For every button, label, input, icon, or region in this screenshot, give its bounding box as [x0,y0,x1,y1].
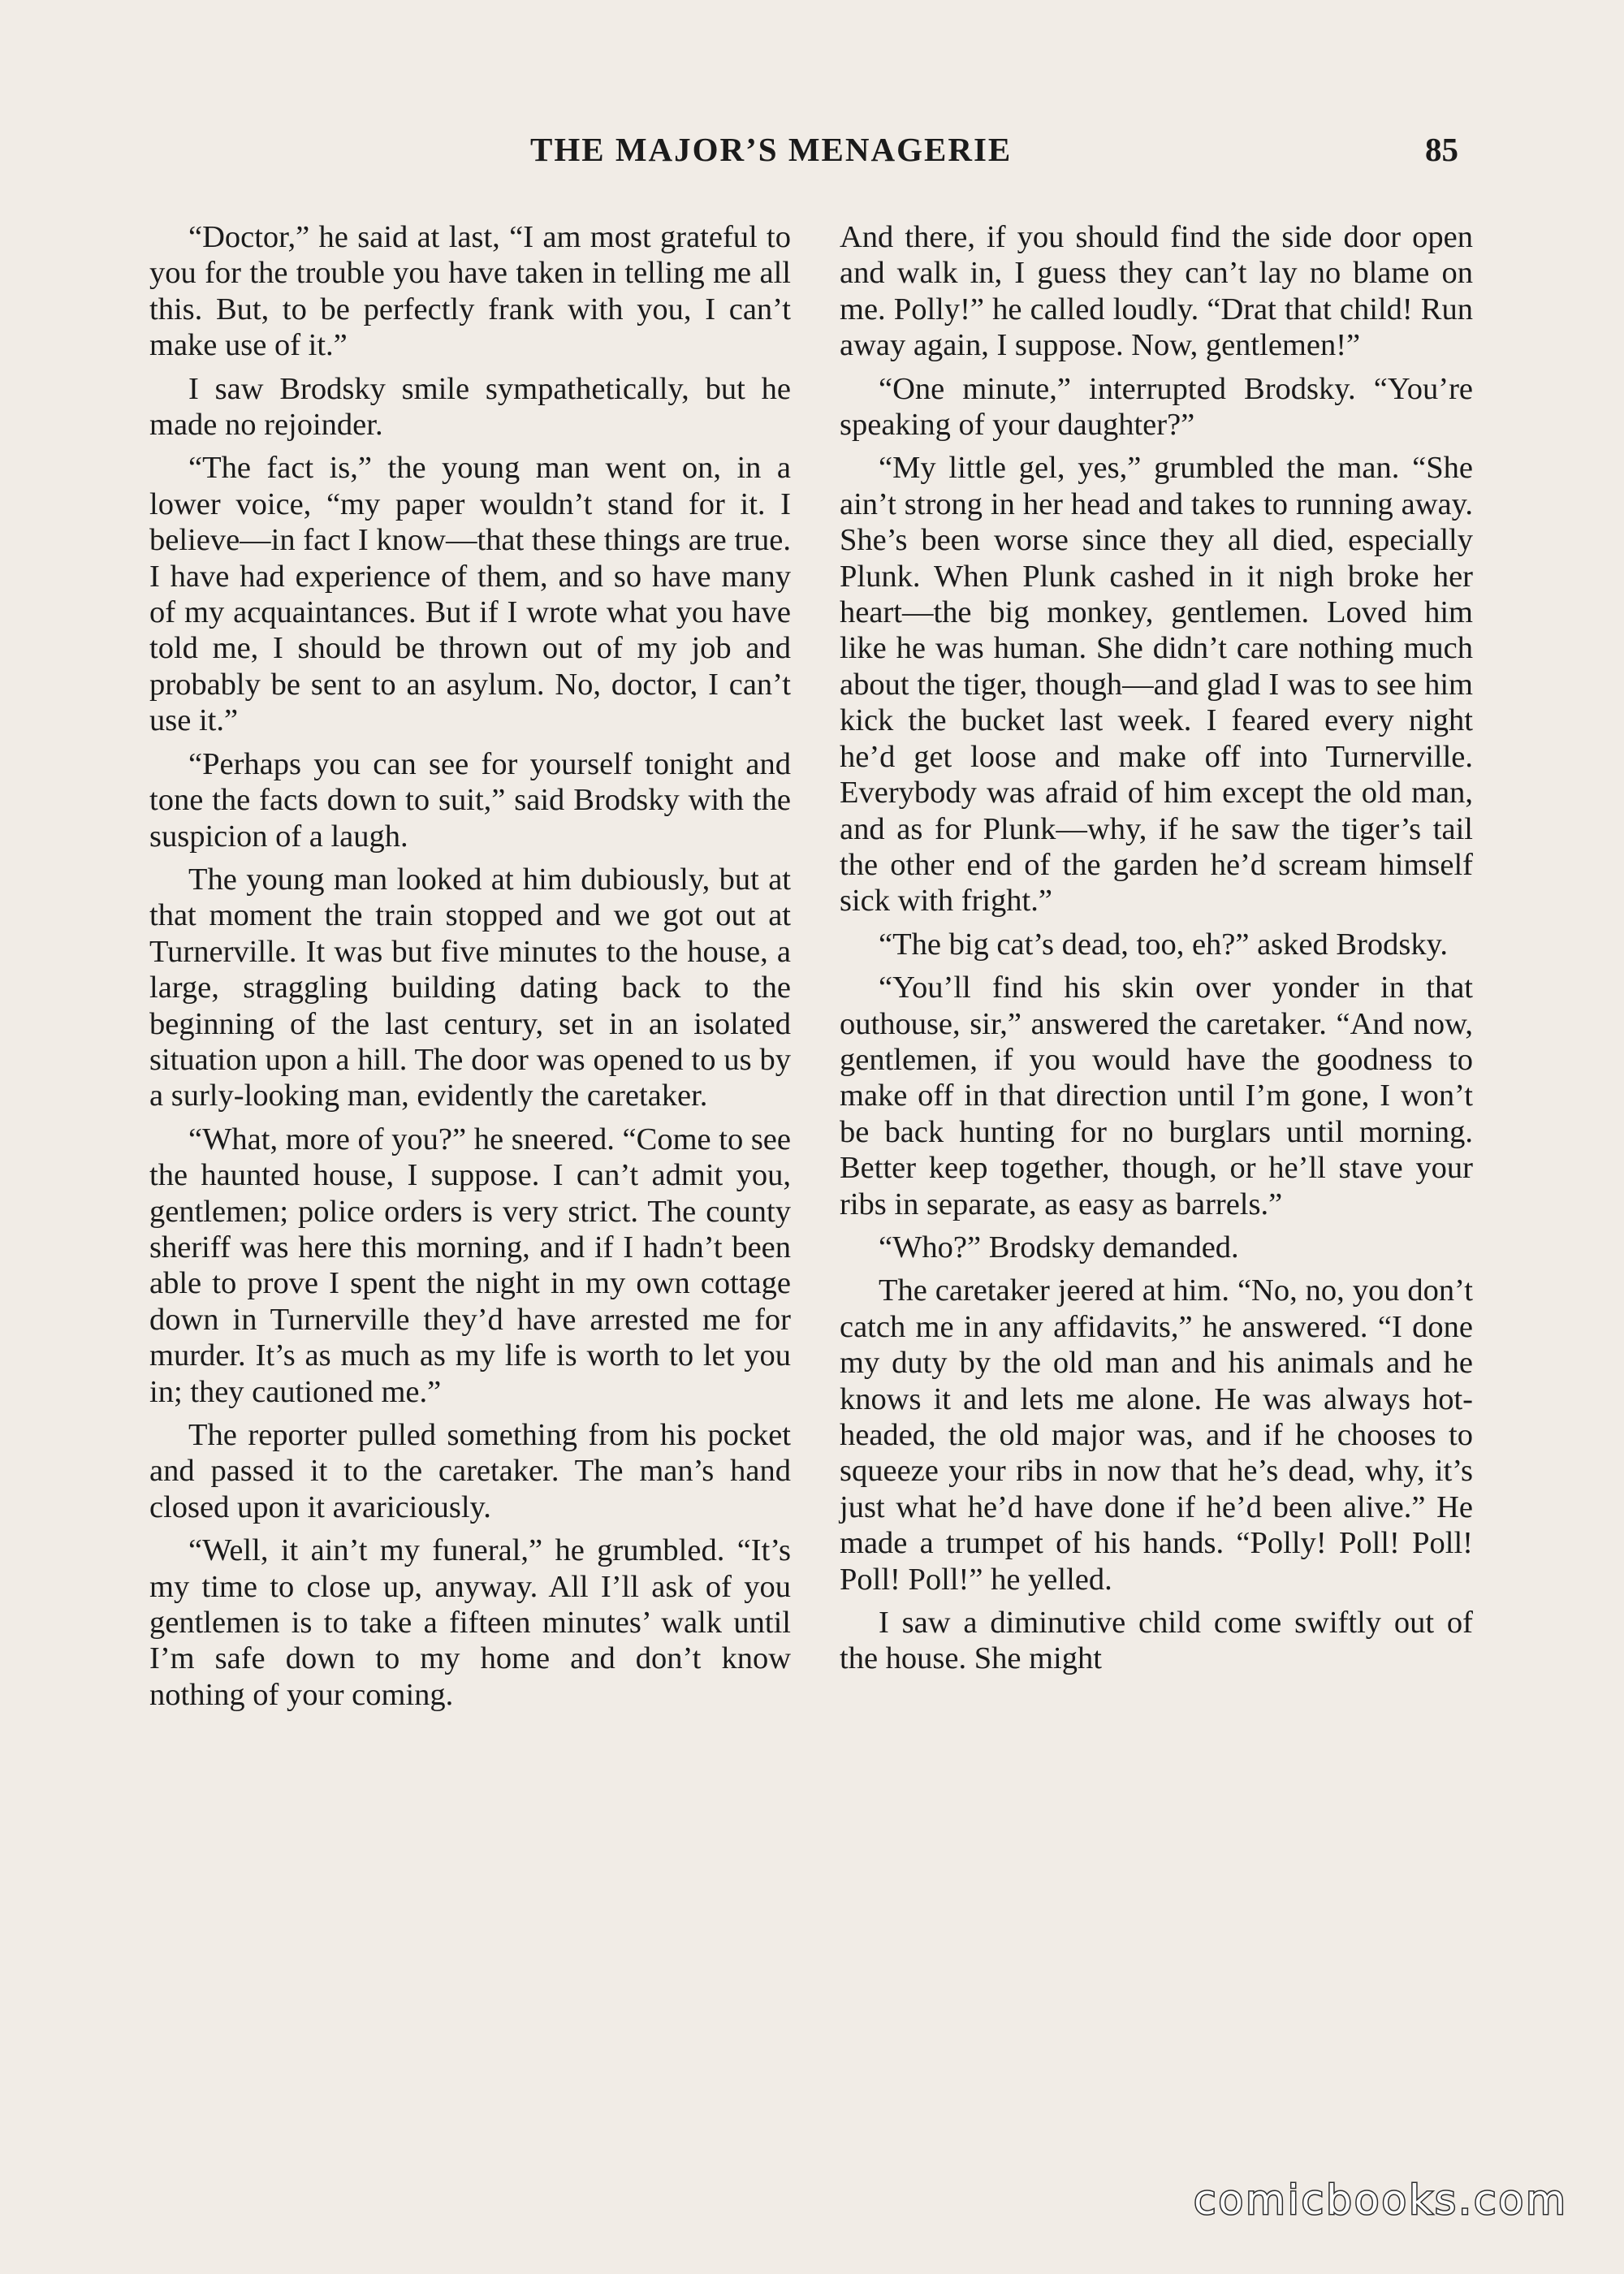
paragraph: “The fact is,” the young man went on, in a lower voice, “my paper wouldn’t stand for it. I believe—in fact I know—that these things are true. I have had experience of them, and so have many of my acquaintances. But if I wrote what you have told me, I should be thrown out of my job and probably be sent to an asylum. No, doctor, I can’t use it.” [149,451,791,738]
paragraph: “Doctor,” he said at last, “I am most grateful to you for the trouble you have taken in telling me all this. But, to be perfectly frank with you, I can’t make use of it.” [149,220,791,363]
paragraph: The young man looked at him dubiously, but at that moment the train stopped and we got out at Turnerville. It was but five minutes to the house, a large, straggling building dating back to the beginning of the last century, set in an isolated situation upon a hill. The door was opened to us by a surly-looking man, evidently the caretaker. [149,862,791,1113]
page-number: 85 [1425,131,1458,168]
paragraph: “What, more of you?” he sneered. “Come to see the haunted house, I suppose. I can’t admit you, gentlemen; police orders is very strict. The county sheriff was here this morning, and if I hadn’t been able to prove I spent the night in my own cottage down in Turnerville they’d have arrested me for murder. It’s as much as my life is worth to let you in; they cautioned me.” [149,1122,791,1409]
left-column [149,219,791,1720]
paragraph: “Who?” Brodsky demanded. [879,1230,1239,1265]
running-title: THE MAJOR’S MENAGERIE [530,131,1013,168]
paragraph: “Well, it ain’t my funeral,” he grumbled. “It’s my time to close up, anyway. All I’ll ask of you gentlemen is to take a fifteen minutes’ walk until I’m safe down to my home and don’t know nothing of your coming. [149,1533,791,1712]
paragraph: “Perhaps you can see for yourself tonight and tone the facts down to suit,” said Brodsky with the suspicion of a laugh. [149,746,791,854]
page-header [0,130,1624,179]
watermark: comicbooks.com [1194,2177,1568,2224]
paragraph: The caretaker jeered at him. “No, no, you don’t catch me in any affidavits,” he answered. “I done my duty by the old man and his animals and he knows it and lets me alone. He was always hot-headed, the old major was, and if he chooses to squeeze your ribs in now that he’s dead, why, it’s just what he’d have done if he’d been alive.” He made a trumpet of his hands. “Polly! Poll! Poll! Poll! Poll!” he yelled. [840,1273,1473,1597]
right-column [840,219,1473,1684]
paragraph: I saw a diminutive child come swiftly out of the house. She might [840,1606,1473,1676]
paragraph: “The big cat’s dead, too, eh?” asked Brodsky. [879,927,1448,962]
paragraph: “One minute,” interrupted Brodsky. “You’re speaking of your daughter?” [840,371,1473,443]
paragraph: I saw Brodsky smile sympathetically, but he made no rejoinder. [149,371,791,443]
paragraph: “You’ll find his skin over yonder in that outhouse, sir,” answered the caretaker. “And now, gentlemen, if you would have the goodness to make off in that direction until I’m gone, I won’t be back hunting for no burglars until morning. Better keep together, though, or he’ll stave your ribs in separate, as easy as barrels.” [840,971,1473,1221]
paragraph: “My little gel, yes,” grumbled the man. “She ain’t strong in her head and takes to running away. She’s been worse since they all died, especially Plunk. When Plunk cashed in it nigh broke her heart—the big monkey, gentlemen. Loved him like he was human. She didn’t care nothing much about the tiger, though—and glad I was to see him kick the bucket last week. I feared every night he’d get loose and make off into Turnerville. Everybody was afraid of him except the old man, and as for Plunk—why, if he saw the tiger’s tail the other end of the garden he’d scream himself sick with fright.” [840,451,1473,919]
paragraph-continued: And there, if you should find the side door open and walk in, I guess they can’t lay no blame on me. Polly!” he called loudly. “Drat that child! Run away again, I suppose. Now, gentlemen!” [840,220,1473,363]
paragraph: The reporter pulled something from his pocket and passed it to the caretaker. The man’s hand closed upon it avariciously. [149,1418,791,1524]
